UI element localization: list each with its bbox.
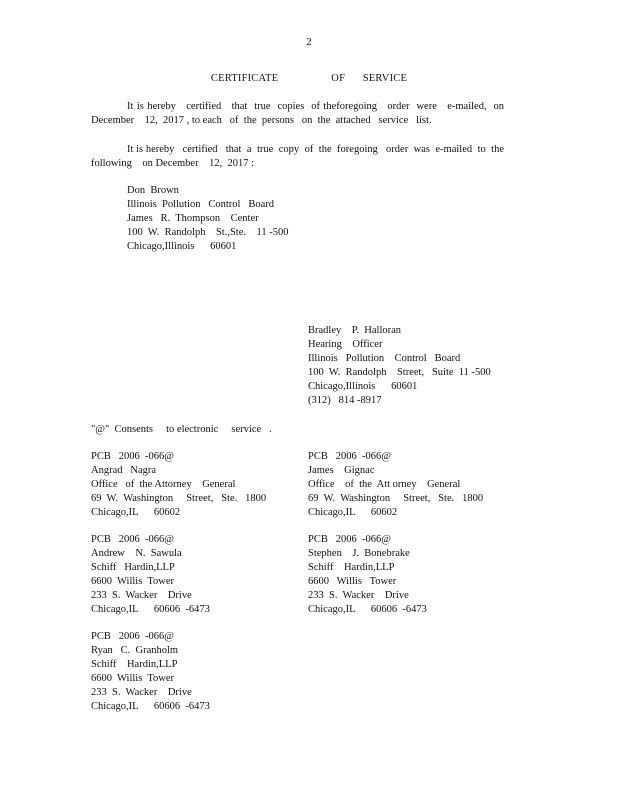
consent-note: "@" Consents to electronic service .: [91, 424, 272, 435]
service-list-entry: [91, 533, 210, 617]
recipient-line: 100 W. Randolph St.,Ste. 11 -500: [127, 227, 289, 238]
recipient-line: James R. Thompson Center: [127, 213, 259, 224]
document-title: CERTIFICATE OF SERVICE: [210, 73, 408, 84]
street-address: 233 S. Wacker Drive: [91, 590, 192, 601]
city-state-zip: Chicago,IL 60606 -6473: [308, 604, 427, 615]
city-state-zip: Chicago,IL 60602: [308, 507, 398, 518]
city-state-zip: Chicago,IL 60606 -6473: [91, 701, 210, 712]
paragraph-2-text: It is hereby certified that a true copy of the foregoing order was e-mailed to the following on December 12, 2017 :: [91, 144, 507, 169]
paragraph-1-text: It is hereby certified that true copies of theforegoing order were e-mailed, on December 12, 2017 , to each of the persons on the attached service list.: [91, 101, 507, 126]
case-number: PCB 2006 -066@: [308, 534, 391, 545]
case-number: PCB 2006 -066@: [91, 631, 174, 642]
contact-name: James Gignac: [308, 465, 375, 476]
recipient-line: Chicago,Illinois 60601: [127, 241, 237, 252]
contact-name: Stephen J. Bonebrake: [308, 548, 410, 559]
recipient-line: Chicago,Illinois 60601: [308, 381, 418, 392]
recipient-line: Illinois Pollution Control Board: [127, 199, 275, 210]
paragraph-copies-emailed: [91, 100, 507, 128]
recipient-line: Don Brown: [127, 185, 179, 196]
case-number: PCB 2006 -066@: [308, 451, 391, 462]
city-state-zip: Chicago,IL 60606 -6473: [91, 604, 210, 615]
recipient-block-right: [308, 324, 491, 408]
service-list-entry: [308, 450, 483, 520]
organization: Schiff Hardin,LLP: [91, 659, 178, 670]
paragraph-copy-emailed-following: [91, 143, 507, 171]
service-list-entry: [91, 630, 210, 714]
recipient-line: 100 W. Randolph Street, Suite 11 -500: [308, 367, 491, 378]
service-list-entry: [308, 533, 427, 617]
street-address: 69 W. Washington Street, Ste. 1800: [91, 493, 267, 504]
contact-name: Andrew N. Sawula: [91, 548, 182, 559]
organization: Office of the Att orney General: [308, 479, 461, 490]
street-address: 6600 Willis Tower: [91, 576, 175, 587]
street-address: 6600 Willis Tower: [91, 673, 175, 684]
contact-name: Angrad Nagra: [91, 465, 157, 476]
street-address: 69 W. Washington Street, Ste. 1800: [308, 493, 484, 504]
recipient-line: Illinois Pollution Control Board: [308, 353, 461, 364]
street-address: 233 S. Wacker Drive: [91, 687, 192, 698]
service-list-entry: [91, 450, 266, 520]
case-number: PCB 2006 -066@: [91, 451, 174, 462]
contact-name: Ryan C. Granholm: [91, 645, 179, 656]
organization: Office of the Attorney General: [91, 479, 236, 490]
recipient-line: Bradley P. Halloran: [308, 325, 402, 336]
recipient-block-left: [127, 184, 289, 254]
recipient-line: (312) 814 -8917: [308, 395, 382, 406]
recipient-line: Hearing Officer: [308, 339, 383, 350]
city-state-zip: Chicago,IL 60602: [91, 507, 181, 518]
page-number: 2: [306, 36, 312, 48]
organization: Schiff Hardin,LLP: [308, 562, 395, 573]
case-number: PCB 2006 -066@: [91, 534, 174, 545]
organization: Schiff Hardin,LLP: [91, 562, 175, 573]
street-address: 233 S. Wacker Drive: [308, 590, 409, 601]
street-address: 6600 Willis Tower: [308, 576, 397, 587]
